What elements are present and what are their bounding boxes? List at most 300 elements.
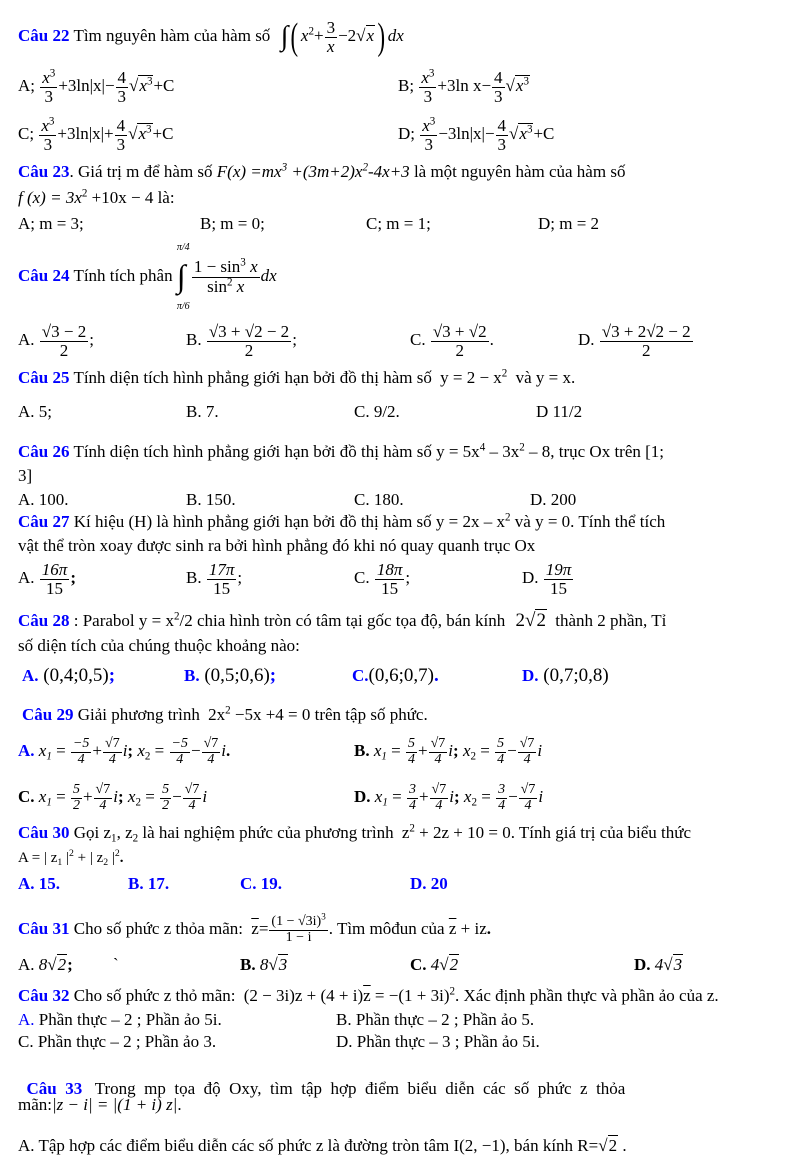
math-text: D. xyxy=(634,955,651,974)
math-fragment: x xyxy=(127,787,136,806)
math-fragment xyxy=(116,69,129,106)
math-text: B. xyxy=(354,741,370,760)
math-text: : Parabol y = x xyxy=(73,611,174,630)
math-text: ; xyxy=(237,568,243,587)
math-text: 3 xyxy=(321,911,326,922)
math-text: x xyxy=(366,26,375,45)
math-text: 3 xyxy=(423,86,433,106)
math-text: là một nguyên hàm của hàm số xyxy=(413,162,626,181)
math-text: x xyxy=(245,256,258,276)
option-23-c[interactable] xyxy=(366,212,431,236)
math-fragment xyxy=(40,69,57,106)
math-text: . xyxy=(618,1136,627,1155)
math-text: $\overline{z}$ xyxy=(448,919,457,938)
math-fragment: 1 xyxy=(382,796,388,809)
option-30-d[interactable] xyxy=(410,872,448,896)
math-text: 8 xyxy=(259,955,269,974)
math-text: 4 xyxy=(435,797,443,813)
math-text: 16π xyxy=(41,559,68,579)
math-text: Tính tích phân xyxy=(73,266,173,285)
math-text: số diện tích của chúng thuộc khoảng nào: xyxy=(18,636,300,655)
math-fragment xyxy=(269,911,327,945)
math-text: (0,6;0,7) xyxy=(368,665,434,686)
math-text: 2 xyxy=(641,340,651,360)
math-fragment: √2 xyxy=(598,1136,618,1155)
option-29-a[interactable]: A. $x_1$ = $\frac{-5}{4}$ + $\frac{√7}{4}$ i; $x_2$ = $\frac{-5}{4}$ − $\frac{√7}{4}$ i. xyxy=(18,735,231,767)
math-fragment: x xyxy=(373,741,382,760)
math-text: 2 xyxy=(409,822,415,835)
option-27-c[interactable] xyxy=(354,556,410,600)
math-fragment: $√x^3$ xyxy=(509,123,533,143)
math-text: −5 xyxy=(72,735,90,751)
math-text: 2 xyxy=(519,441,525,454)
math-text: + | z xyxy=(73,850,104,866)
math-fragment: ) xyxy=(377,16,386,59)
math-text: x xyxy=(519,124,527,143)
math-text: +3ln|x|+ xyxy=(57,124,114,143)
math-text: . Xác định phần thực và phần ảo của z. xyxy=(455,986,719,1005)
math-fragment: √7 xyxy=(203,735,219,751)
math-text: 3 xyxy=(424,134,434,154)
math-fragment xyxy=(492,69,505,106)
option-29-c[interactable]: C. $x_1$ = $\frac{5}{2}$ + $\frac{√7}{4}$ i; $x_2$ = $\frac{5}{2}$ − $\frac{√7}{4}$ i xyxy=(18,781,208,813)
math-text: f (x) = 3x xyxy=(18,188,82,207)
option-22-b[interactable] xyxy=(398,64,530,108)
math-text: (0,7;0,8) xyxy=(543,665,609,686)
math-text: 5 xyxy=(408,735,416,751)
math-text: 2 xyxy=(226,275,233,288)
math-text: Gọi z xyxy=(73,823,112,842)
math-text: 2 xyxy=(449,985,456,998)
math-text: 2 xyxy=(455,340,464,360)
math-text: A. 15. xyxy=(18,874,61,893)
math-text: 3 xyxy=(240,256,246,269)
math-text: 3 xyxy=(117,86,127,106)
math-text: Phần thực – 2 ; Phần ảo 5. xyxy=(351,1010,535,1029)
math-text: . Tìm môđun của xyxy=(328,919,445,938)
math-fragment xyxy=(40,323,88,360)
math-text: C. xyxy=(18,787,35,806)
math-text: A. xyxy=(18,741,35,760)
option-28-d[interactable] xyxy=(522,662,609,690)
math-fragment xyxy=(420,117,437,154)
math-text: 4 xyxy=(498,797,506,813)
math-text: 4 xyxy=(108,751,116,767)
math-text: 8 xyxy=(38,955,48,974)
math-text: 2 xyxy=(59,340,69,360)
math-fragment xyxy=(419,69,436,106)
question-28-line2 xyxy=(18,634,300,658)
math-text: $\overline{z}$ xyxy=(251,919,259,938)
option-24-d[interactable] xyxy=(578,318,694,362)
math-fragment: √x xyxy=(356,26,375,45)
option-24-b[interactable] xyxy=(186,318,297,362)
option-32-c[interactable] xyxy=(18,1030,216,1054)
math-fragment: 2 xyxy=(135,796,141,809)
math-text: – 8, trục Ox trên [1; xyxy=(524,442,665,461)
question-25 xyxy=(18,366,575,390)
math-text: 7 xyxy=(438,735,446,751)
math-text: 2 xyxy=(536,610,546,631)
math-fragment xyxy=(600,323,693,360)
math-text: 7 xyxy=(112,735,120,751)
math-fragment xyxy=(419,69,436,88)
option-28-b[interactable] xyxy=(184,662,276,690)
math-text: C. xyxy=(352,666,369,685)
math-fragment: 1 xyxy=(46,750,52,763)
option-30-a[interactable] xyxy=(18,872,60,896)
math-text: C. 19. xyxy=(240,874,283,893)
math-text: x xyxy=(139,76,147,95)
math-fragment: x xyxy=(462,741,471,760)
math-text: 4 xyxy=(207,751,215,767)
math-text: 4 xyxy=(497,751,505,767)
option-25-a[interactable] xyxy=(18,400,52,424)
integral-limits xyxy=(177,242,191,312)
question-26 xyxy=(18,440,664,464)
math-text: . Tính giá trị của biểu thức xyxy=(510,823,692,842)
math-fragment xyxy=(71,783,82,813)
math-text: B. xyxy=(186,330,202,349)
math-text: 2 xyxy=(132,832,139,845)
question-label: Câu 22 xyxy=(18,26,70,45)
math-text: và y = 0. Tính thể tích xyxy=(510,512,666,531)
math-text: 5 xyxy=(72,781,80,797)
option-25-c[interactable] xyxy=(354,400,400,424)
math-text: 3 xyxy=(49,67,56,80)
math-fragment: ; xyxy=(453,787,460,806)
math-text: 3 xyxy=(146,123,152,136)
math-text: 4 xyxy=(77,751,85,767)
math-text: Kí hiệu (H) là hình phẳng giới hạn bởi đồ thị hàm số y = 2x – x xyxy=(73,512,506,531)
math-fragment: x xyxy=(463,787,472,806)
math-text: x xyxy=(422,115,430,135)
math-text: 3 xyxy=(326,17,336,37)
math-fragment xyxy=(207,561,237,598)
math-text: D. 20 xyxy=(410,874,448,893)
math-text: trên tập số phức. xyxy=(314,705,428,724)
option-25-d[interactable] xyxy=(536,400,582,424)
math-text: 3 xyxy=(498,781,506,797)
option-22-d[interactable] xyxy=(398,112,554,156)
option-31-c[interactable] xyxy=(410,952,459,978)
math-text: B. xyxy=(240,955,256,974)
option-29-b[interactable]: B. $x_1$ = $\frac{5}{4}$ + $\frac{√7}{4}$ i; $x_2$ = $\frac{5}{4}$ − $\frac{√7}{4}$ i xyxy=(354,735,543,767)
math-fragment: ; xyxy=(127,741,134,760)
option-26-a[interactable] xyxy=(18,488,69,512)
math-text: 2 xyxy=(81,187,88,200)
math-fragment: i xyxy=(449,787,454,806)
math-text: A. xyxy=(22,666,39,685)
math-fragment: √7 xyxy=(519,735,535,751)
math-text: 2 xyxy=(362,161,368,174)
option-23-d[interactable] xyxy=(538,212,599,236)
math-text: (0,4;0,5) xyxy=(43,665,109,686)
math-text: D. xyxy=(336,1032,353,1051)
math-text: 3 xyxy=(116,134,126,154)
math-fragment: 1 xyxy=(46,796,52,809)
math-text: A; m = 3; xyxy=(18,214,84,233)
math-fragment xyxy=(406,737,417,767)
math-text: +3ln x− xyxy=(437,76,492,95)
math-text: A. Tập hợp các điểm biểu diễn các số phức z là đường tròn tâm I(2, −1), bán kính R= xyxy=(18,1136,599,1155)
math-fragment: i xyxy=(538,787,544,806)
math-text: 2 xyxy=(505,511,511,524)
math-text: 1 − sin xyxy=(193,256,241,276)
math-text: 4 xyxy=(434,751,442,767)
option-26-b[interactable] xyxy=(186,488,236,512)
math-fragment: 2 xyxy=(144,750,151,763)
option-30-b[interactable] xyxy=(128,872,169,896)
option-31-a[interactable] xyxy=(18,952,119,978)
math-text: . xyxy=(225,741,231,760)
option-27-b[interactable] xyxy=(186,556,242,600)
math-text: là hai nghiệm phức của phương trình xyxy=(142,823,394,842)
math-fragment xyxy=(269,911,327,931)
math-text: 2x xyxy=(208,705,226,724)
math-text: 4 xyxy=(408,751,416,767)
math-text: 2 xyxy=(244,340,254,360)
math-text: 4 xyxy=(408,797,416,813)
math-text: 2 xyxy=(162,797,170,813)
integral-expression xyxy=(280,16,404,59)
math-text: C. xyxy=(410,955,427,974)
math-text: D. xyxy=(522,568,539,587)
math-text: 2 xyxy=(72,797,80,813)
math-text: 15 xyxy=(550,578,568,598)
math-text: + xyxy=(313,26,324,45)
math-text: . xyxy=(119,850,124,866)
math-text: A = | z xyxy=(18,850,58,866)
math-text: x xyxy=(300,26,309,45)
math-text: x xyxy=(138,124,146,143)
option-31-b[interactable] xyxy=(240,952,288,978)
question-24 xyxy=(18,238,277,314)
option-27-a[interactable] xyxy=(18,556,76,600)
option-32-b[interactable] xyxy=(336,1008,534,1032)
math-text: 4 xyxy=(430,955,440,974)
math-text: 2 xyxy=(501,367,508,380)
question-23 xyxy=(18,160,782,184)
question-22 xyxy=(18,16,404,59)
math-text: 2 xyxy=(57,955,67,974)
math-text: (1 − √3i) xyxy=(271,913,322,929)
math-fragment xyxy=(518,123,533,143)
math-text: 7 xyxy=(103,781,111,797)
option-24-c[interactable] xyxy=(410,318,494,362)
math-text: 2 xyxy=(173,610,180,623)
math-text: 3 xyxy=(43,134,53,154)
math-fragment: √2 xyxy=(439,955,459,974)
option-24-a[interactable] xyxy=(18,318,94,362)
math-text: C. xyxy=(354,568,370,587)
math-text: 18π xyxy=(376,559,403,579)
math-fragment: i xyxy=(202,787,208,806)
option-27-d[interactable] xyxy=(522,556,574,600)
math-text: 4 xyxy=(494,67,503,87)
option-32-a[interactable] xyxy=(18,1008,222,1032)
math-text: ; xyxy=(292,330,297,349)
math-text: 2 xyxy=(103,856,109,868)
math-text: = −(1 + 3i) xyxy=(370,986,450,1005)
option-32-d[interactable] xyxy=(336,1030,540,1054)
math-text: 17π xyxy=(208,559,235,579)
math-text: B. xyxy=(186,568,202,587)
math-text: 4 xyxy=(654,955,664,974)
math-text: /2 chia hình tròn có tâm tại gốc tọa độ, bán kính xyxy=(179,611,506,630)
math-text: 3 xyxy=(673,955,683,974)
math-text: D. 200 xyxy=(530,490,577,509)
math-fragment xyxy=(407,783,418,813)
math-text: dx xyxy=(260,266,277,285)
math-text: Phần thực – 2 ; Phần ảo 5i. xyxy=(34,1010,222,1029)
math-text: D; xyxy=(398,124,415,143)
math-text: A. 5; xyxy=(18,402,52,421)
math-text: + iz xyxy=(456,919,487,938)
math-text: π/6 xyxy=(176,301,190,313)
math-fragment: √3 xyxy=(663,955,683,974)
math-text: −5 xyxy=(171,735,188,751)
math-text: 4 xyxy=(176,751,184,767)
math-text: ∫ xyxy=(280,21,289,53)
option-33-a[interactable] xyxy=(18,1134,627,1158)
question-label: Câu 26 xyxy=(18,442,70,461)
math-text: (0,5;0,6) xyxy=(204,665,270,686)
math-text: +10x − 4 xyxy=(87,188,154,207)
math-text: B; m = 0; xyxy=(200,214,265,233)
math-text: 3 xyxy=(146,75,153,88)
math-text: 1 xyxy=(57,856,63,868)
math-text: +(3m+2)x xyxy=(287,162,363,181)
math-text: 3 xyxy=(44,86,54,106)
math-text: C; xyxy=(18,124,35,143)
math-text: B. xyxy=(184,666,200,685)
math-fragment xyxy=(431,323,489,360)
question-label: Câu 27 xyxy=(18,512,70,531)
math-text: vật thể tròn xoay được sinh ra bởi hình phẳng đó khi nó quay quanh trục Ox xyxy=(18,536,536,555)
math-fragment: x xyxy=(374,787,383,806)
math-fragment xyxy=(429,737,448,767)
math-fragment xyxy=(137,123,152,143)
math-text: 4 xyxy=(497,115,507,135)
math-text: | xyxy=(108,850,115,866)
math-text: |z − i| = |(1 + i) z| xyxy=(52,1095,178,1114)
math-text: 4 xyxy=(116,115,126,135)
math-text: A; xyxy=(18,76,35,95)
math-text: z xyxy=(401,823,410,842)
math-fragment: i xyxy=(113,787,118,806)
math-text: B. 150. xyxy=(186,490,236,509)
math-text: +C xyxy=(152,124,174,143)
math-text: x xyxy=(42,67,50,87)
question-28 xyxy=(18,608,666,634)
math-text: Phần thực – 2 ; Phần ảo 3. xyxy=(33,1032,217,1051)
math-text: 4 xyxy=(479,441,486,454)
question-label: Câu 25 xyxy=(18,368,70,387)
math-text: 7 xyxy=(528,781,536,797)
math-text: và y = x. xyxy=(515,368,576,387)
math-text: y = 2 − x xyxy=(440,368,502,387)
math-fragment xyxy=(40,69,57,88)
math-text: 3 xyxy=(278,955,288,974)
math-text: dx xyxy=(387,26,404,45)
math-text: +C xyxy=(533,124,555,143)
math-text: Phần thực – 3 ; Phần ảo 5i. xyxy=(352,1032,540,1051)
math-fragment: $√x^3$ xyxy=(505,75,529,95)
stray-mark: ` xyxy=(113,955,119,974)
math-fragment xyxy=(115,117,128,154)
math-text: π/4 xyxy=(176,242,190,254)
math-text: là: xyxy=(157,188,175,207)
math-text: 1 − i xyxy=(285,929,312,945)
math-text: + 2z + 10 = 0 xyxy=(414,823,511,842)
question-31 xyxy=(18,906,491,952)
math-text: D. xyxy=(578,330,595,349)
math-text: 7 xyxy=(439,781,447,797)
math-fragment: √3 xyxy=(268,955,288,974)
option-23-b[interactable] xyxy=(200,212,265,236)
option-26-c[interactable] xyxy=(354,488,404,512)
math-text: Cho số phức z thỏ mãn: xyxy=(73,986,236,1005)
math-text: C. xyxy=(18,1032,34,1051)
math-fragment xyxy=(40,561,70,598)
option-22-a[interactable] xyxy=(18,64,174,108)
math-text: 7 xyxy=(211,735,219,751)
option-22-c[interactable] xyxy=(18,112,173,156)
math-text: x xyxy=(232,276,245,296)
math-text: . xyxy=(489,330,494,349)
math-text: 3 xyxy=(408,781,416,797)
option-28-c[interactable] xyxy=(352,662,439,690)
math-text: ; xyxy=(67,955,73,974)
option-28-a[interactable] xyxy=(22,662,115,690)
math-text: 2 xyxy=(69,848,74,860)
math-text: . xyxy=(177,1095,182,1114)
math-fragment xyxy=(192,275,260,297)
math-text: 2 xyxy=(114,848,120,860)
math-text: ; xyxy=(70,568,76,587)
math-text: 4 xyxy=(524,797,532,813)
math-fragment xyxy=(519,783,538,813)
math-text: Giải phương trình xyxy=(77,705,200,724)
math-text: A. xyxy=(18,955,35,974)
math-text: 3 xyxy=(429,115,436,128)
math-text: , z xyxy=(116,823,133,842)
math-text: √3 − 2 xyxy=(41,321,87,341)
math-text: 3 xyxy=(526,123,533,136)
math-fragment xyxy=(207,323,291,360)
math-text: 3 xyxy=(281,161,288,174)
math-text: 2 xyxy=(225,704,231,717)
math-fragment: i xyxy=(537,741,543,760)
question-label: Câu 28 xyxy=(18,611,70,630)
math-text: – 3x xyxy=(485,442,520,461)
option-26-d[interactable] xyxy=(530,488,576,512)
math-text: 7 xyxy=(527,735,535,751)
option-31-d[interactable] xyxy=(634,952,683,978)
option-30-c[interactable] xyxy=(240,872,282,896)
math-fragment: x xyxy=(38,787,47,806)
math-fragment xyxy=(39,117,56,154)
math-text: x xyxy=(41,115,49,135)
math-text: mãn: xyxy=(18,1095,52,1114)
math-fragment xyxy=(71,737,91,767)
option-23-a[interactable] xyxy=(18,212,84,236)
math-text: +3ln|x|− xyxy=(58,76,115,95)
option-25-b[interactable] xyxy=(186,400,219,424)
option-29-d[interactable]: D. $x_1$ = $\frac{3}{4}$ + $\frac{√7}{4}$ i; $x_2$ = $\frac{3}{4}$ − $\frac{√7}{4}$ i xyxy=(354,781,544,813)
math-text: A. xyxy=(18,1010,35,1029)
